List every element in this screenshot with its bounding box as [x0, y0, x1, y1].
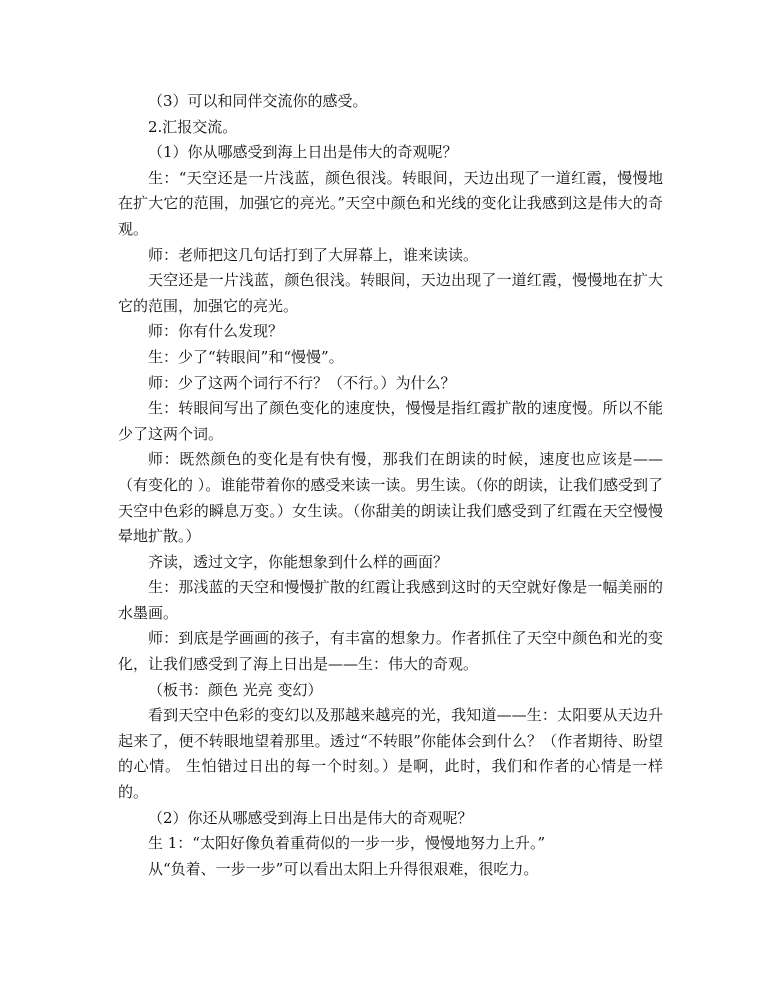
document-body [118, 89, 663, 882]
paragraph-teacher-screen: 师：老师把这几句话打到了大屏幕上，谁来读读。 [148, 245, 479, 264]
paragraph-sun-rising-hard: 从“负着、一步一步”可以看出太阳上升得很艰难，很吃力。 [148, 859, 539, 878]
paragraph-sunrise-watching: 看到天空中色彩的变幻以及那越来越亮的光，我知道——生：太阳要从天边升起来了，便不转眼地望着那里。透过“不转眼”你能体会到什么？（作者期待、盼望的心情。 生怕错过日出的每一个时刻。）是啊，此时，我们和作者的心情是一样的。 [118, 706, 663, 802]
paragraph-student-speed: 生：转眼间写出了颜色变化的速度快，慢慢是指红霞扩散的速度慢。所以不能少了这两个词。 [118, 399, 663, 443]
paragraph-student-1-quote: 生 1：“太阳好像负着重荷似的一步一步，慢慢地努力上升。” [148, 834, 546, 853]
paragraph-teacher-imagination: 师：到底是学画画的孩子，有丰富的想象力。作者抓住了天空中颜色和光的变化，让我们感受到了海上日出是——生：伟大的奇观。 [118, 629, 663, 674]
paragraph-board-notes: （板书：颜色 光亮 变幻） [148, 680, 323, 699]
paragraph-question-1: （1）你从哪感受到海上日出是伟大的奇观呢？ [148, 143, 458, 162]
paragraph-modified-sentence: 天空还是一片浅蓝，颜色很浅。转眼间，天边出现了一道红霞，慢慢地在扩大它的范围，加强它的亮光。 [118, 271, 663, 315]
paragraph-share-feelings: （3）可以和同伴交流你的感受。 [148, 92, 368, 110]
paragraph-student-painting: 生：那浅蓝的天空和慢慢扩散的红霞让我感到这时的天空就好像是一幅美丽的水墨画。 [118, 578, 663, 622]
paragraph-teacher-reading: 师：既然颜色的变化是有快有慢，那我们在朗读的时候，速度也应该是——（有变化的 ）。谁能带着你的感受来读一读。男生读。（你的朗读，让我们感受到了天空中色彩的瞬息万变。）女生读。（你甜美的朗读让我们感受到了红霞在天空慢慢晕地扩散。） [118, 450, 663, 546]
paragraph-student-missing-words: 生：少了“转眼间”和“慢慢”。 [148, 347, 344, 366]
paragraph-teacher-why: 师：少了这两个词行不行？（不行。）为什么？ [148, 373, 456, 392]
paragraph-student-quote-sky: 生：“天空还是一片浅蓝，颜色很浅。转眼间，天边出现了一道红霞，慢慢地在扩大它的范围，加强它的亮光。”天空中颜色和光线的变化让我感到这是伟大的奇观。 [118, 168, 663, 238]
paragraph-question-2: （2）你还从哪感受到海上日出是伟大的奇观呢？ [148, 808, 473, 827]
paragraph-group-reading: 齐读，透过文字，你能想象到什么样的画面？ [148, 552, 449, 571]
paragraph-teacher-discovery: 师：你有什么发现？ [148, 322, 284, 341]
paragraph-report-exchange: 2.汇报交流。 [148, 117, 238, 136]
